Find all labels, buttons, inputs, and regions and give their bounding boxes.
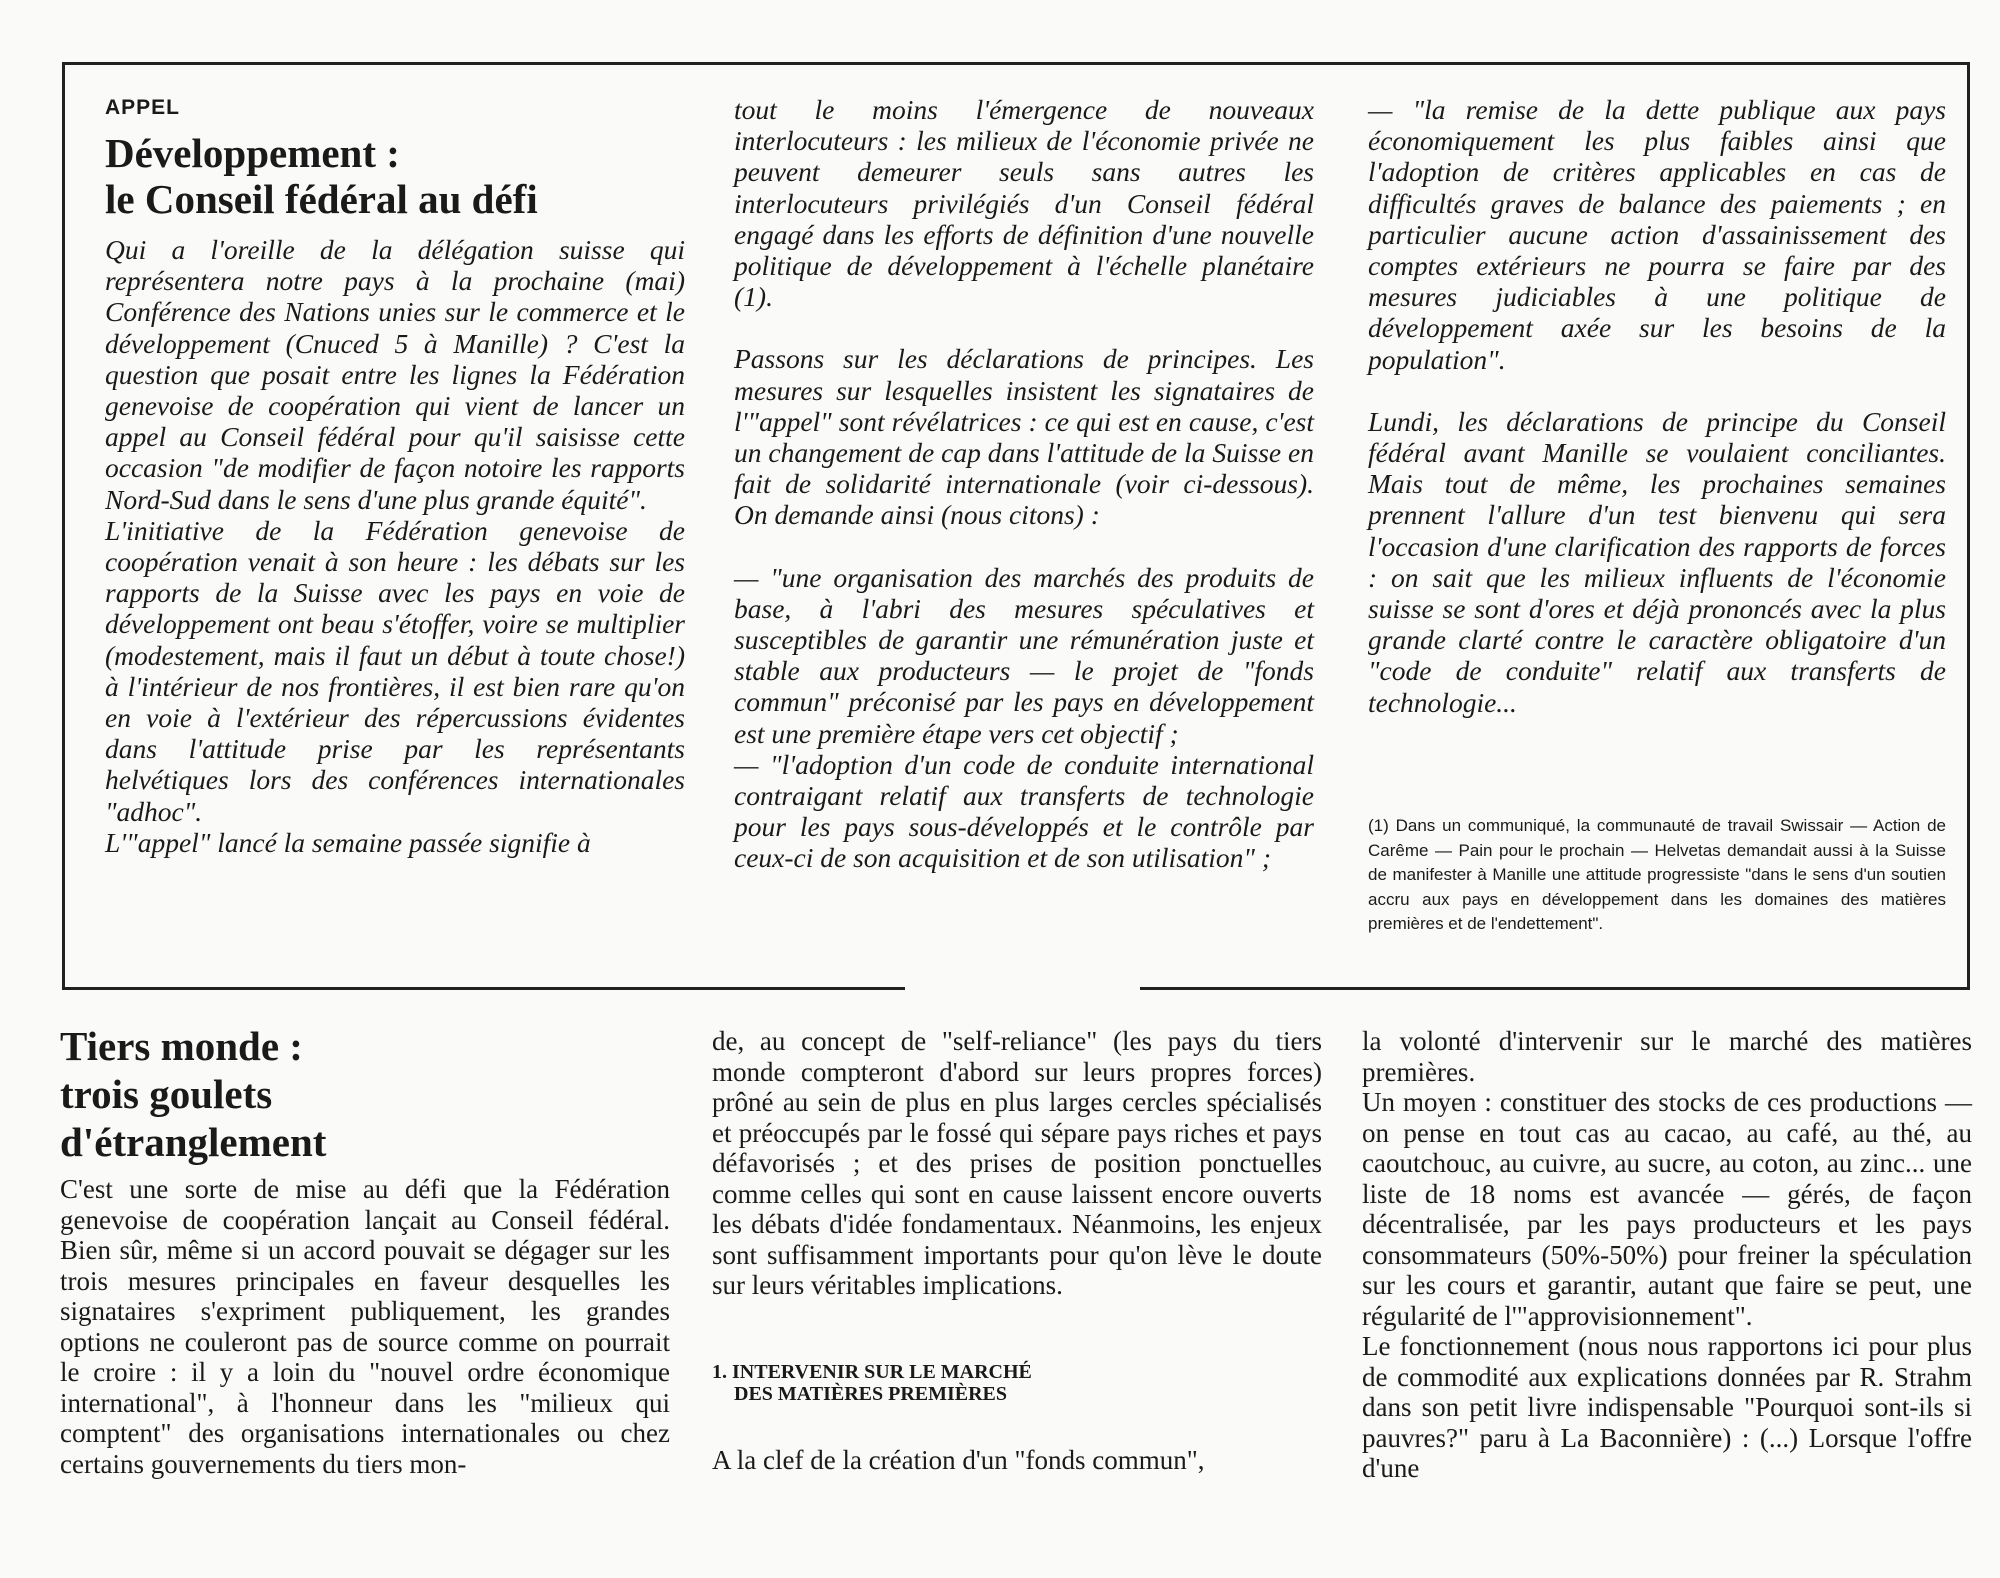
paragraph: la volonté d'intervenir sur le marché des matières premières. — [1362, 1026, 1972, 1087]
subhead-line-1: 1. INTERVENIR SUR LE MARCHÉ — [712, 1360, 1032, 1383]
paragraph: — "une organisation des marchés des produits de base, à l'abri des mesures spéculatives et susceptibles de garantir une rémunération juste et stable aux producteurs — le projet de "fonds commun" préconisé par les pays en développement est une première étape vers cet objectif ; — [734, 561, 1314, 749]
appel-kicker: APPEL — [105, 96, 181, 119]
article-column-3 — [1362, 1026, 1972, 1484]
appel-column-2 — [734, 94, 1314, 874]
article-headline — [60, 1022, 670, 1166]
paragraph: Lundi, les déclarations de principe du Conseil fédéral avant Manille se voulaient conciliantes. Mais tout de même, les prochaines semaines prennent l'allure d'un test bienvenu qui sera l'occasion d'une clarification des rapports de forces : on sait que les milieux influents de l'économie suisse se sont d'ores et déjà prononcés avec la plus grande clarté contre le caractère obligatoire d'un "code de conduite" relatif aux transferts de technologie... — [1368, 405, 1946, 718]
appel-column-1-text — [105, 234, 685, 858]
article-column-1 — [60, 1022, 670, 1479]
box-border-gap — [905, 982, 1140, 996]
paragraph: — "la remise de la dette publique aux pays économiquement les plus faibles ainsi que l'adoption de critères applicables en cas de difficultés graves de balance des paiements ; en particulier aucune action d'assainissement des comptes extérieurs ne pourra se faire par des mesures judiciables à une politique de développement axée sur les besoins de la population". — [1368, 94, 1946, 375]
article-headline-line-1: Tiers monde : — [60, 1023, 303, 1069]
paragraph: Passons sur les déclarations de principes. Les mesures sur lesquelles insistent les signataires de l'"appel" sont révélatrices : ce qui est en cause, c'est un changement de cap dans l'attitude de la Suisse en fait de solidarité internationale (voir ci-dessous). On demande ainsi (nous citons) : — [734, 343, 1314, 531]
article-headline-line-2: trois goulets — [60, 1071, 273, 1117]
subhead-line-2: DES MATIÈRES PREMIÈRES — [734, 1382, 1008, 1405]
article-headline-line-3: d'étranglement — [60, 1119, 327, 1165]
paragraph: L'initiative de la Fédération genevoise de coopération venait à son heure : les débats sur les rapports de la Suisse avec les pays en voie de développement ont beau s'étoffer, voire se multiplier (modestement, mais il faut un début à toute chose!) à l'intérieur de nos frontières, il est bien rare qu'on en voie à l'extérieur des répercussions évidentes dans l'attitude prise par les représentants helvétiques lors des conférences internationales "adhoc". — [105, 514, 685, 827]
article-column-1-text — [60, 1174, 670, 1479]
appel-column-3 — [1368, 94, 1946, 933]
appel-column-3-text — [1368, 94, 1946, 718]
article-column-2 — [712, 1026, 1322, 1475]
appel-headline-line-1: Développement : — [105, 130, 400, 176]
paragraph: Un moyen : constituer des stocks de ces productions — on pense en tout cas au cacao, au café, au thé, au caoutchouc, au cuivre, au sucre, au coton, au zinc... une liste de 18 noms est avancée — gérés, de façon décentralisée, par les pays producteurs et les pays consommateurs (50%-50%) pour freiner la spéculation sur les cours et garantir, autant que faire se peut, une régularité de l'"approvisionnement". — [1362, 1087, 1972, 1331]
paragraph: Qui a l'oreille de la délégation suisse qui représentera notre pays à la prochaine (mai) Conférence des Nations unies sur le commerce et le développement (Cnuced 5 à Manille) ? C'est la question que posait entre les lignes la Fédération genevoise de coopération qui vient de lancer un appel au Conseil fédéral pour qu'il saisisse cette occasion "de modifier de façon notoire les rapports Nord-Sud dans le sens d'une plus grande équité". — [105, 234, 685, 515]
paragraph: — "l'adoption d'un code de conduite international contraigant relatif aux transferts de technologie pour les pays sous-développés et le contrôle par ceux-ci de son acquisition et de son utilisation" ; — [734, 748, 1314, 874]
article-column-2-text — [712, 1026, 1322, 1301]
article-column-2-text-continued — [712, 1445, 1322, 1476]
paragraph: de, au concept de "self-reliance" (les pays du tiers monde compteront d'abord sur leurs propres forces) prôné au sein de plus en plus larges cercles spécialisés et préoccupés par le fossé qui sépare pays riches et pays défavorisés ; et des prises de position ponctuelles comme celles qui sont en cause laissent encore ouverts les débats d'idée fondamentaux. Néanmoins, les enjeux sont suffisamment importants pour qu'on lève le doute sur leurs véritables implications. — [712, 1026, 1322, 1300]
appel-footnote: (1) Dans un communiqué, la communauté de travail Swissair — Action de Carême — Pain pour le prochain — Helvetas demandait aussi à la Suisse de manifester à Manille une attitude progressiste "dans le sens d'un soutien accru aux pays en développement dans les domaines des matières premières et de l'endettement". — [1368, 816, 1946, 933]
paragraph: C'est une sorte de mise au défi que la Fédération genevoise de coopération lançait au Conseil fédéral. Bien sûr, même si un accord pouvait se dégager sur les trois mesures principales en faveur desquelles les signataires s'expriment publiquement, les grandes options ne couleront pas de source comme on pourrait le croire : il y a loin du "nouvel ordre économique international", à l'honneur dans les "milieux qui comptent" des organisations internationales ou chez certains gouvernements du tiers mon- — [60, 1174, 670, 1479]
paragraph: tout le moins l'émergence de nouveaux interlocuteurs : les milieux de l'économie privée ne peuvent demeurer seuls sans autres les interlocuteurs privilégiés d'un Conseil fédéral engagé dans les efforts de définition d'une nouvelle politique de développement à l'échelle planétaire (1). — [734, 94, 1314, 313]
paragraph: L'"appel" lancé la semaine passée signifie à — [105, 826, 591, 858]
paragraph: A la clef de la création d'un "fonds commun", — [712, 1444, 1205, 1475]
section-subhead — [712, 1361, 1322, 1405]
appel-headline-line-2: le Conseil fédéral au défi — [105, 176, 538, 222]
appel-headline — [105, 130, 685, 222]
appel-column-1 — [105, 96, 685, 858]
paragraph: Le fonctionnement (nous nous rapportons ici pour plus de commodité aux explications données par R. Strahm dans son petit livre indispensable "Pourquoi sont-ils si pauvres?" paru à La Baconnière) : (...) Lorsque l'offre d'une — [1362, 1331, 1972, 1483]
